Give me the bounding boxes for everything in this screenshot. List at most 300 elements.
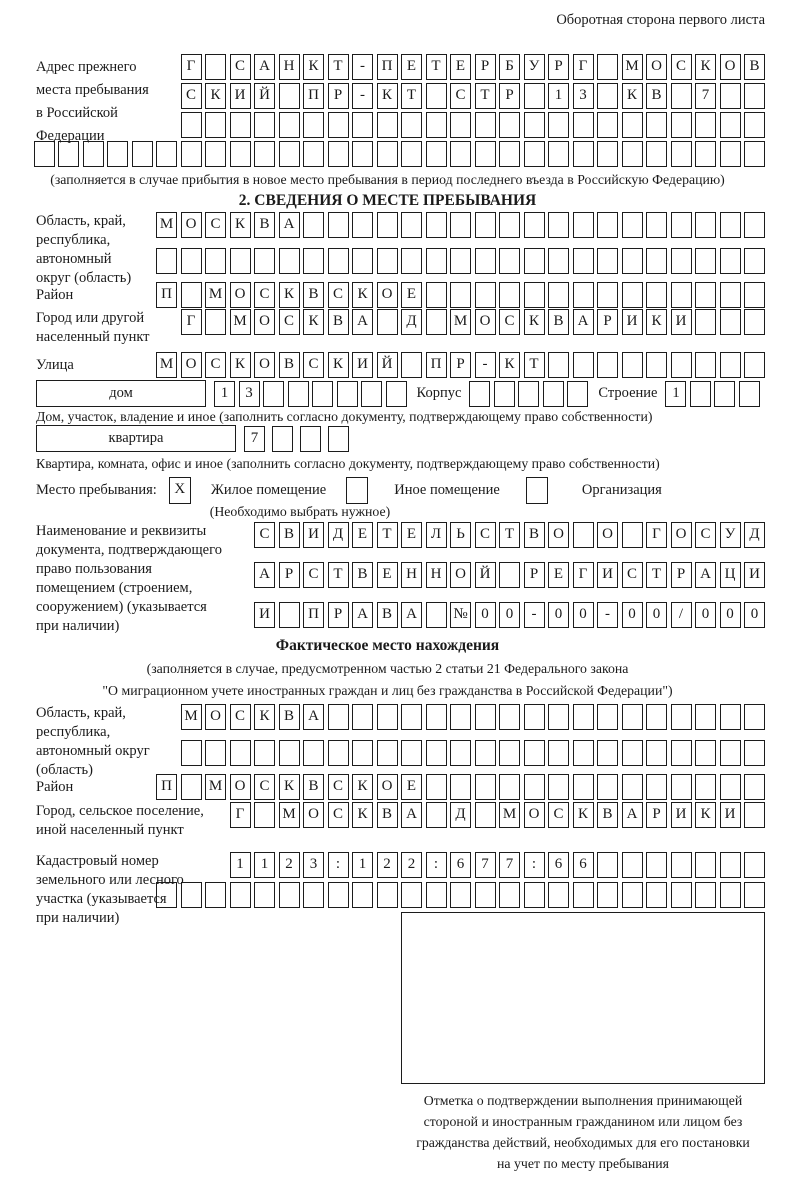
char-cell[interactable] (475, 212, 496, 238)
char-cell[interactable]: - (352, 54, 373, 80)
char-cell[interactable]: В (377, 802, 398, 828)
char-cell[interactable]: С (303, 352, 324, 378)
char-cell[interactable]: Г (646, 522, 667, 548)
char-cell[interactable]: И (597, 562, 618, 588)
char-cell[interactable]: И (671, 309, 692, 335)
char-cell[interactable] (573, 522, 594, 548)
char-cell[interactable]: С (328, 282, 349, 308)
char-cell[interactable] (622, 248, 643, 274)
char-cell[interactable] (695, 248, 716, 274)
char-cell[interactable] (524, 141, 545, 167)
char-cell[interactable]: 6 (548, 852, 569, 878)
char-cell[interactable]: И (622, 309, 643, 335)
char-cell[interactable]: А (401, 602, 422, 628)
char-cell[interactable] (181, 740, 202, 766)
char-cell[interactable] (401, 112, 422, 138)
char-cell[interactable] (328, 248, 349, 274)
char-cell[interactable]: К (524, 309, 545, 335)
char-cell[interactable]: С (328, 802, 349, 828)
char-cell[interactable] (450, 740, 471, 766)
char-cell[interactable] (303, 740, 324, 766)
char-cell[interactable] (469, 381, 490, 407)
char-cell[interactable]: К (254, 704, 275, 730)
char-cell[interactable] (622, 740, 643, 766)
char-cell[interactable]: О (646, 54, 667, 80)
char-cell[interactable] (695, 309, 716, 335)
char-cell[interactable] (573, 882, 594, 908)
char-cell[interactable] (671, 83, 692, 109)
char-cell[interactable]: Е (401, 774, 422, 800)
char-cell[interactable] (426, 141, 447, 167)
char-cell[interactable] (312, 381, 333, 407)
char-cell[interactable] (352, 704, 373, 730)
char-cell[interactable]: Ь (450, 522, 471, 548)
char-cell[interactable]: К (695, 54, 716, 80)
char-cell[interactable] (377, 882, 398, 908)
char-cell[interactable] (744, 704, 765, 730)
char-cell[interactable]: 0 (475, 602, 496, 628)
char-cell[interactable] (475, 248, 496, 274)
char-cell[interactable] (426, 309, 447, 335)
char-cell[interactable]: О (548, 522, 569, 548)
char-cell[interactable]: У (720, 522, 741, 548)
char-cell[interactable]: : (328, 852, 349, 878)
char-cell[interactable] (567, 381, 588, 407)
char-cell[interactable] (597, 740, 618, 766)
char-cell[interactable]: 7 (499, 852, 520, 878)
char-cell[interactable] (671, 740, 692, 766)
char-cell[interactable] (573, 704, 594, 730)
char-cell[interactable]: О (205, 704, 226, 730)
char-cell[interactable] (646, 141, 667, 167)
char-cell[interactable] (499, 740, 520, 766)
char-cell[interactable]: К (573, 802, 594, 828)
char-cell[interactable]: О (181, 352, 202, 378)
char-cell[interactable]: / (671, 602, 692, 628)
char-cell[interactable]: 1 (665, 381, 686, 407)
char-cell[interactable] (426, 740, 447, 766)
char-cell[interactable] (499, 774, 520, 800)
char-cell[interactable]: 0 (499, 602, 520, 628)
char-cell[interactable]: М (499, 802, 520, 828)
char-cell[interactable]: Б (499, 54, 520, 80)
char-cell[interactable] (548, 740, 569, 766)
char-cell[interactable] (622, 882, 643, 908)
char-cell[interactable]: - (524, 602, 545, 628)
char-cell[interactable] (426, 704, 447, 730)
char-cell[interactable] (426, 882, 447, 908)
char-cell[interactable]: Е (352, 522, 373, 548)
char-cell[interactable] (597, 852, 618, 878)
char-cell[interactable]: В (303, 774, 324, 800)
char-cell[interactable] (695, 740, 716, 766)
char-cell[interactable]: О (720, 54, 741, 80)
char-cell[interactable] (156, 248, 177, 274)
char-cell[interactable]: О (230, 282, 251, 308)
char-cell[interactable] (720, 248, 741, 274)
char-cell[interactable]: А (401, 802, 422, 828)
char-cell[interactable]: О (450, 562, 471, 588)
char-cell[interactable]: Е (548, 562, 569, 588)
char-cell[interactable]: О (377, 282, 398, 308)
char-cell[interactable]: К (646, 309, 667, 335)
char-cell[interactable] (744, 212, 765, 238)
char-cell[interactable]: А (622, 802, 643, 828)
char-cell[interactable]: Ц (720, 562, 741, 588)
char-cell[interactable]: К (230, 352, 251, 378)
char-cell[interactable]: С (328, 774, 349, 800)
char-cell[interactable] (205, 309, 226, 335)
char-cell[interactable]: Н (401, 562, 422, 588)
char-cell[interactable] (622, 282, 643, 308)
char-cell[interactable]: 6 (450, 852, 471, 878)
char-cell[interactable] (524, 882, 545, 908)
char-cell[interactable] (377, 740, 398, 766)
char-cell[interactable]: С (450, 83, 471, 109)
char-cell[interactable] (328, 426, 349, 452)
char-cell[interactable] (646, 112, 667, 138)
char-cell[interactable] (475, 704, 496, 730)
char-cell[interactable] (288, 381, 309, 407)
char-cell[interactable] (744, 282, 765, 308)
char-cell[interactable]: - (597, 602, 618, 628)
char-cell[interactable]: О (597, 522, 618, 548)
char-cell[interactable] (646, 352, 667, 378)
char-cell[interactable] (597, 774, 618, 800)
char-cell[interactable]: О (377, 774, 398, 800)
char-cell[interactable]: О (475, 309, 496, 335)
char-cell[interactable] (524, 83, 545, 109)
char-cell[interactable] (499, 704, 520, 730)
char-cell[interactable] (386, 381, 407, 407)
char-cell[interactable]: Е (401, 282, 422, 308)
char-cell[interactable] (254, 141, 275, 167)
char-cell[interactable]: 1 (230, 852, 251, 878)
char-cell[interactable]: Т (475, 83, 496, 109)
char-cell[interactable]: Г (573, 54, 594, 80)
char-cell[interactable] (475, 282, 496, 308)
char-cell[interactable] (543, 381, 564, 407)
char-cell[interactable] (230, 740, 251, 766)
char-cell[interactable]: 0 (720, 602, 741, 628)
organization-checkbox[interactable] (526, 477, 548, 504)
char-cell[interactable] (303, 882, 324, 908)
char-cell[interactable]: Р (328, 83, 349, 109)
char-cell[interactable] (352, 248, 373, 274)
char-cell[interactable] (401, 141, 422, 167)
char-cell[interactable] (450, 282, 471, 308)
char-cell[interactable]: С (254, 774, 275, 800)
char-cell[interactable] (524, 112, 545, 138)
char-cell[interactable] (328, 740, 349, 766)
char-cell[interactable]: У (524, 54, 545, 80)
char-cell[interactable]: П (377, 54, 398, 80)
char-cell[interactable]: К (352, 802, 373, 828)
char-cell[interactable] (671, 852, 692, 878)
char-cell[interactable]: 6 (573, 852, 594, 878)
char-cell[interactable]: К (352, 282, 373, 308)
char-cell[interactable] (254, 740, 275, 766)
char-cell[interactable] (426, 212, 447, 238)
char-cell[interactable]: К (279, 282, 300, 308)
char-cell[interactable]: 0 (573, 602, 594, 628)
char-cell[interactable] (352, 882, 373, 908)
char-cell[interactable] (548, 141, 569, 167)
char-cell[interactable] (272, 426, 293, 452)
char-cell[interactable] (518, 381, 539, 407)
char-cell[interactable] (377, 309, 398, 335)
char-cell[interactable] (279, 112, 300, 138)
char-cell[interactable]: Р (597, 309, 618, 335)
char-cell[interactable] (695, 112, 716, 138)
char-cell[interactable] (254, 248, 275, 274)
char-cell[interactable]: 1 (352, 852, 373, 878)
char-cell[interactable] (646, 882, 667, 908)
char-cell[interactable] (622, 852, 643, 878)
char-cell[interactable] (695, 774, 716, 800)
char-cell[interactable]: К (377, 83, 398, 109)
char-cell[interactable] (744, 882, 765, 908)
char-cell[interactable] (646, 212, 667, 238)
char-cell[interactable] (300, 426, 321, 452)
char-cell[interactable]: Е (450, 54, 471, 80)
char-cell[interactable] (622, 704, 643, 730)
char-cell[interactable] (695, 141, 716, 167)
char-cell[interactable]: Т (524, 352, 545, 378)
char-cell[interactable]: Г (181, 54, 202, 80)
char-cell[interactable] (671, 112, 692, 138)
char-cell[interactable] (475, 774, 496, 800)
char-cell[interactable]: М (230, 309, 251, 335)
char-cell[interactable]: Й (475, 562, 496, 588)
char-cell[interactable] (622, 522, 643, 548)
char-cell[interactable] (524, 774, 545, 800)
char-cell[interactable] (401, 352, 422, 378)
char-cell[interactable] (181, 774, 202, 800)
char-cell[interactable]: О (524, 802, 545, 828)
char-cell[interactable] (573, 141, 594, 167)
char-cell[interactable] (524, 740, 545, 766)
char-cell[interactable]: К (622, 83, 643, 109)
char-cell[interactable] (377, 112, 398, 138)
char-cell[interactable] (499, 112, 520, 138)
char-cell[interactable] (205, 740, 226, 766)
char-cell[interactable] (573, 282, 594, 308)
char-cell[interactable] (744, 774, 765, 800)
char-cell[interactable] (720, 352, 741, 378)
char-cell[interactable] (377, 704, 398, 730)
char-cell[interactable]: Т (426, 54, 447, 80)
char-cell[interactable] (377, 141, 398, 167)
char-cell[interactable]: В (597, 802, 618, 828)
char-cell[interactable] (328, 212, 349, 238)
char-cell[interactable] (646, 740, 667, 766)
char-cell[interactable]: И (254, 602, 275, 628)
char-cell[interactable]: Й (377, 352, 398, 378)
char-cell[interactable] (548, 882, 569, 908)
char-cell[interactable]: В (646, 83, 667, 109)
char-cell[interactable] (573, 112, 594, 138)
char-cell[interactable] (548, 282, 569, 308)
char-cell[interactable] (450, 774, 471, 800)
char-cell[interactable]: Н (279, 54, 300, 80)
char-cell[interactable] (205, 112, 226, 138)
char-cell[interactable] (450, 141, 471, 167)
char-cell[interactable]: Р (279, 562, 300, 588)
char-cell[interactable] (597, 704, 618, 730)
char-cell[interactable] (205, 882, 226, 908)
char-cell[interactable]: М (450, 309, 471, 335)
char-cell[interactable]: К (352, 774, 373, 800)
char-cell[interactable]: Р (671, 562, 692, 588)
char-cell[interactable]: К (303, 54, 324, 80)
char-cell[interactable] (499, 248, 520, 274)
char-cell[interactable]: К (279, 774, 300, 800)
char-cell[interactable] (695, 282, 716, 308)
char-cell[interactable]: О (181, 212, 202, 238)
char-cell[interactable] (401, 212, 422, 238)
char-cell[interactable]: Г (230, 802, 251, 828)
char-cell[interactable]: С (230, 704, 251, 730)
char-cell[interactable]: П (303, 602, 324, 628)
char-cell[interactable]: 1 (548, 83, 569, 109)
char-cell[interactable]: - (352, 83, 373, 109)
char-cell[interactable] (401, 704, 422, 730)
char-cell[interactable]: Р (646, 802, 667, 828)
char-cell[interactable] (548, 352, 569, 378)
char-cell[interactable] (622, 352, 643, 378)
char-cell[interactable]: 2 (401, 852, 422, 878)
char-cell[interactable] (622, 774, 643, 800)
char-cell[interactable]: В (254, 212, 275, 238)
char-cell[interactable] (671, 352, 692, 378)
char-cell[interactable] (524, 282, 545, 308)
char-cell[interactable] (254, 802, 275, 828)
char-cell[interactable] (230, 112, 251, 138)
char-cell[interactable] (548, 112, 569, 138)
char-cell[interactable] (352, 740, 373, 766)
char-cell[interactable] (499, 212, 520, 238)
char-cell[interactable] (695, 352, 716, 378)
char-cell[interactable]: Т (328, 54, 349, 80)
char-cell[interactable]: : (426, 852, 447, 878)
char-cell[interactable] (450, 112, 471, 138)
char-cell[interactable]: Р (548, 54, 569, 80)
char-cell[interactable]: Д (401, 309, 422, 335)
char-cell[interactable]: В (524, 522, 545, 548)
char-cell[interactable]: С (303, 562, 324, 588)
char-cell[interactable] (499, 882, 520, 908)
char-cell[interactable] (646, 704, 667, 730)
char-cell[interactable] (646, 852, 667, 878)
char-cell[interactable] (450, 704, 471, 730)
char-cell[interactable]: Т (401, 83, 422, 109)
char-cell[interactable] (450, 212, 471, 238)
char-cell[interactable]: В (303, 282, 324, 308)
char-cell[interactable] (744, 83, 765, 109)
char-cell[interactable] (671, 282, 692, 308)
char-cell[interactable] (597, 212, 618, 238)
char-cell[interactable] (426, 774, 447, 800)
char-cell[interactable] (337, 381, 358, 407)
char-cell[interactable]: Л (426, 522, 447, 548)
char-cell[interactable] (573, 248, 594, 274)
char-cell[interactable] (744, 112, 765, 138)
char-cell[interactable] (230, 882, 251, 908)
char-cell[interactable] (263, 381, 284, 407)
dwelling-checkbox[interactable]: X (169, 477, 191, 504)
char-cell[interactable]: Е (401, 522, 422, 548)
char-cell[interactable]: И (352, 352, 373, 378)
char-cell[interactable] (426, 112, 447, 138)
char-cell[interactable] (739, 381, 760, 407)
char-cell[interactable]: О (254, 309, 275, 335)
char-cell[interactable]: М (156, 352, 177, 378)
char-cell[interactable] (352, 112, 373, 138)
char-cell[interactable]: 0 (744, 602, 765, 628)
char-cell[interactable]: И (671, 802, 692, 828)
char-cell[interactable]: К (695, 802, 716, 828)
char-cell[interactable] (720, 704, 741, 730)
char-cell[interactable] (597, 882, 618, 908)
char-cell[interactable] (328, 704, 349, 730)
char-cell[interactable] (646, 248, 667, 274)
char-cell[interactable] (328, 112, 349, 138)
char-cell[interactable] (622, 141, 643, 167)
char-cell[interactable]: 2 (377, 852, 398, 878)
char-cell[interactable] (475, 740, 496, 766)
char-cell[interactable] (671, 248, 692, 274)
char-cell[interactable]: Т (646, 562, 667, 588)
char-cell[interactable] (279, 882, 300, 908)
char-cell[interactable] (156, 141, 177, 167)
char-cell[interactable]: М (205, 282, 226, 308)
char-cell[interactable] (450, 248, 471, 274)
char-cell[interactable]: 0 (695, 602, 716, 628)
char-cell[interactable] (230, 248, 251, 274)
char-cell[interactable] (597, 352, 618, 378)
char-cell[interactable] (426, 602, 447, 628)
char-cell[interactable] (279, 83, 300, 109)
char-cell[interactable]: А (254, 562, 275, 588)
char-cell[interactable]: 7 (695, 83, 716, 109)
char-cell[interactable]: Г (573, 562, 594, 588)
char-cell[interactable] (475, 112, 496, 138)
char-cell[interactable] (303, 141, 324, 167)
char-cell[interactable] (181, 112, 202, 138)
char-cell[interactable] (426, 802, 447, 828)
char-cell[interactable]: 1 (214, 381, 235, 407)
char-cell[interactable]: О (671, 522, 692, 548)
char-cell[interactable] (671, 774, 692, 800)
char-cell[interactable] (671, 882, 692, 908)
char-cell[interactable] (573, 352, 594, 378)
char-cell[interactable] (622, 212, 643, 238)
char-cell[interactable] (205, 248, 226, 274)
char-cell[interactable] (646, 282, 667, 308)
char-cell[interactable]: Т (377, 522, 398, 548)
char-cell[interactable]: С (695, 522, 716, 548)
char-cell[interactable] (646, 774, 667, 800)
char-cell[interactable]: Г (181, 309, 202, 335)
char-cell[interactable] (548, 212, 569, 238)
char-cell[interactable]: Д (328, 522, 349, 548)
char-cell[interactable]: 3 (303, 852, 324, 878)
char-cell[interactable] (690, 381, 711, 407)
char-cell[interactable]: К (205, 83, 226, 109)
char-cell[interactable] (720, 740, 741, 766)
char-cell[interactable] (494, 381, 515, 407)
